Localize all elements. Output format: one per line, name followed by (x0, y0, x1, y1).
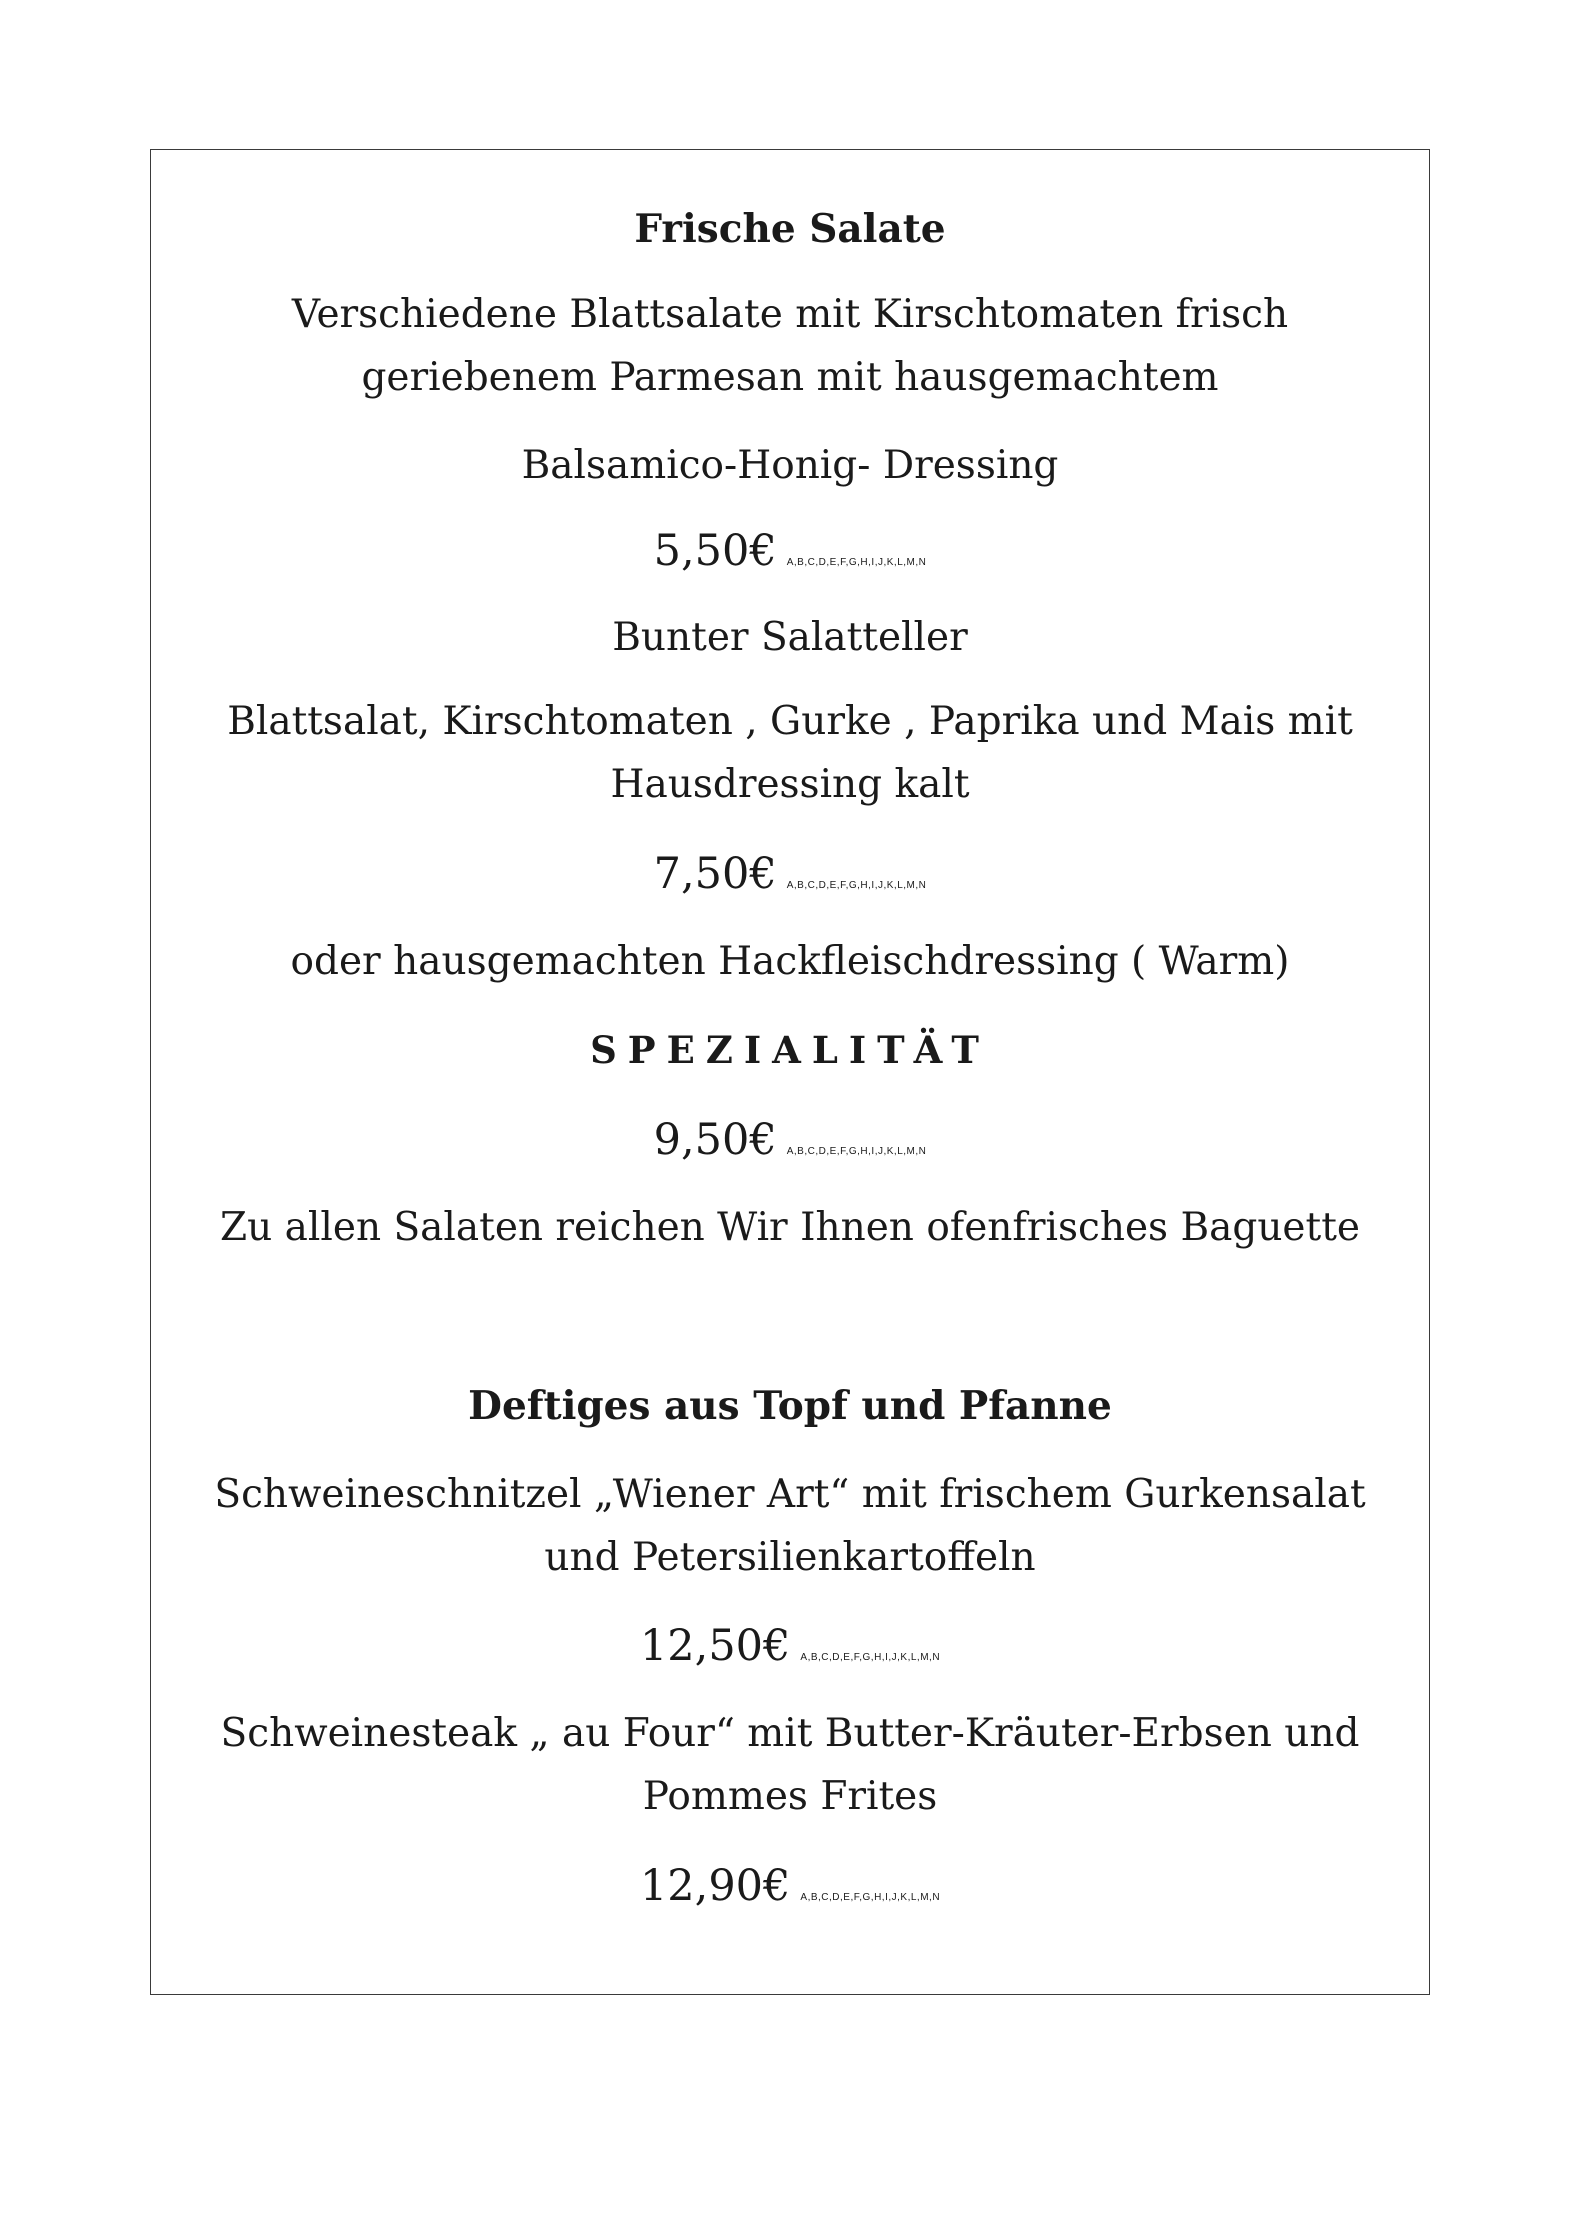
salad-1-allergens: A,B,C,D,E,F,G,H,I,J,K,L,M,N (786, 557, 927, 568)
hearty-1-price-row (150, 1621, 1430, 1671)
salad-2-price: 7,50€ (653, 849, 777, 899)
salad-2-name: Bunter Salatteller (612, 615, 968, 660)
hearty-1-description-line-1: Schweineschnitzel „Wiener Art“ mit frischem Gurkensalat (214, 1472, 1366, 1517)
salads-note: Zu allen Salaten reichen Wir Ihnen ofenfrisches Baguette (220, 1205, 1360, 1250)
salad-2-description-line-1: Blattsalat, Kirschtomaten , Gurke , Paprika und Mais mit (227, 699, 1353, 744)
salad-1-description-line-3: Balsamico-Honig- Dressing (521, 443, 1059, 488)
hearty-2-price: 12,90€ (639, 1861, 791, 1911)
salad-3-allergens: A,B,C,D,E,F,G,H,I,J,K,L,M,N (786, 1146, 927, 1157)
hearty-2-allergens: A,B,C,D,E,F,G,H,I,J,K,L,M,N (800, 1892, 941, 1903)
salad-1-description-line-1: Verschiedene Blattsalate mit Kirschtomaten frisch (291, 292, 1289, 337)
hearty-1-price: 12,50€ (639, 1621, 791, 1671)
section-title-hearty: Deftiges aus Topf und Pfanne (468, 1383, 1112, 1429)
salad-1-description-line-2: geriebenem Parmesan mit hausgemachtem (361, 355, 1219, 400)
salad-2-description-line-2: Hausdressing kalt (610, 762, 970, 807)
hearty-2-description-line-2: Pommes Frites (642, 1774, 938, 1819)
section-title-salads: Frische Salate (634, 206, 946, 252)
salad-3-price-row (150, 1115, 1430, 1165)
salad-2-allergens: A,B,C,D,E,F,G,H,I,J,K,L,M,N (786, 880, 927, 891)
salad-1-price: 5,50€ (653, 526, 777, 576)
salad-3-price: 9,50€ (653, 1115, 777, 1165)
specialty-label: SPEZIALITÄT (590, 1028, 990, 1072)
salad-1-price-row (150, 526, 1430, 576)
hearty-2-price-row (150, 1861, 1430, 1911)
hearty-1-allergens: A,B,C,D,E,F,G,H,I,J,K,L,M,N (800, 1652, 941, 1663)
hearty-1-description-line-2: und Petersilienkartoffeln (544, 1535, 1036, 1580)
salad-3-description: oder hausgemachten Hackfleischdressing ( Warm) (290, 939, 1290, 984)
hearty-2-description-line-1: Schweinesteak „ au Four“ mit Butter-Kräuter-Erbsen und (220, 1711, 1360, 1756)
salad-2-price-row (150, 849, 1430, 899)
